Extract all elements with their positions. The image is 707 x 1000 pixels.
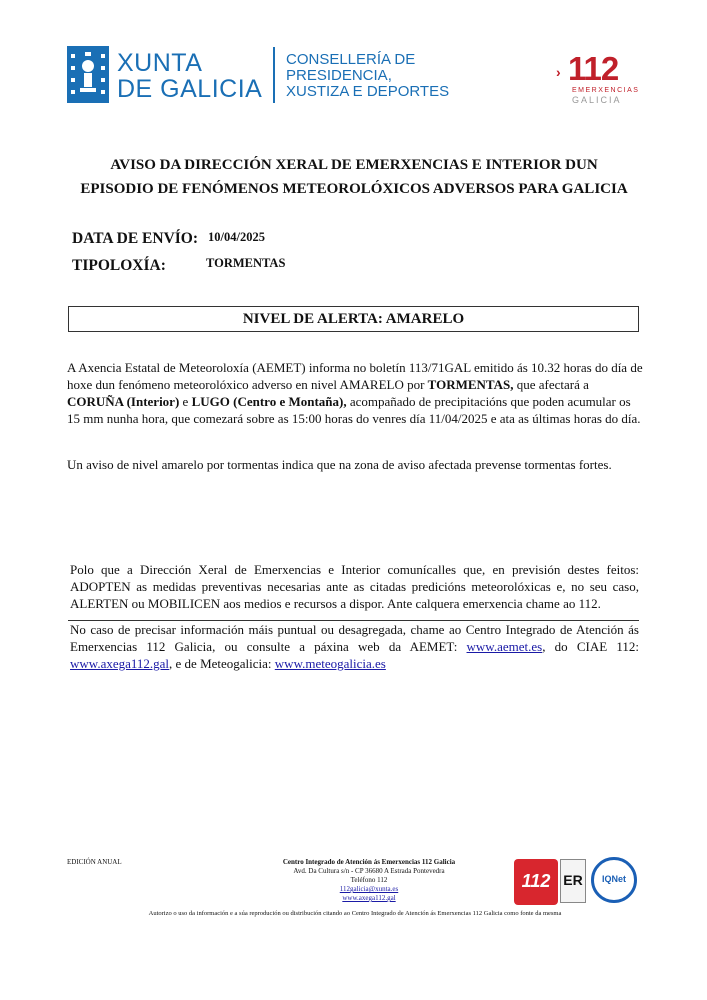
- edition-label: EDICIÓN ANUAL: [67, 858, 122, 866]
- p1-text-a: A Axencia Estatal de Meteoroloxía (AEMET) informa no boletín 113/71GAL emitido ás 10.32 horas do día de hoxe dun fenómeno meteorolóxico adverso en nivel AMARELO por: [67, 360, 643, 392]
- er-certification-badge: [560, 859, 586, 903]
- usage-note: Autorizo o uso da información e a súa reprodución ou distribución citando ao Centro Integrado de Atención ás Emerxencias 112 Galicia como fonte da mesma: [148, 910, 562, 917]
- header-divider: [273, 47, 275, 103]
- footer-center-name: Centro Integrado de Atención ás Emerxencias 112 Galicia: [282, 858, 456, 866]
- chevron-right-icon: ›: [556, 64, 561, 80]
- p1-bold-coruna: CORUÑA (Interior): [67, 394, 180, 409]
- p4-text-c: , e de Meteogalicia:: [169, 656, 275, 671]
- footer-web-link[interactable]: www.axega112.gal: [342, 894, 396, 902]
- date-value: 10/04/2025: [208, 230, 265, 244]
- type-label: TIPOLOXÍA:: [72, 257, 166, 274]
- conselleria-line2: PRESIDENCIA,: [286, 67, 392, 84]
- axega112-link[interactable]: www.axega112.gal: [70, 656, 170, 671]
- xunta-wordmark: [117, 50, 262, 102]
- iqnet-text: IQNet: [601, 874, 626, 884]
- p1-text-g: acompañado de precipitacións que poden acumular os 15 mm nunha hora, que comezará sobre as 15:00 horas do venres día 11/04/2025 e ata as últimas horas do día.: [67, 394, 641, 426]
- type-value: TORMENTAS: [206, 256, 286, 270]
- paragraph-contact: [70, 621, 639, 672]
- p1-bold-lugo: LUGO (Centro e Montaña),: [191, 394, 347, 409]
- logo112-sub1: EMERXENCIAS: [572, 87, 640, 94]
- paragraph-instructions: Polo que a Dirección Xeral de Emerxencias e Interior comunícalles que, en previsión destes feitos: ADOPTEN as medidas preventivas necesarias ante as citadas predicións meteorolóxicas e, no seu caso, ALERTEN ou MOBILICEN aos medios e recursos a dispor. Ante calquera emerxencia chame ao 112.: [70, 562, 639, 611]
- p4-text-a: No caso de precisar información máis puntual ou desagregada, chame ao Centro Integrado de Atención ás Emerxencias 112 Galicia, ou consulte a páxina web da AEMET:: [70, 622, 639, 654]
- logo112-number: 112: [568, 50, 619, 87]
- quality-112-badge: [514, 859, 558, 905]
- aemet-link[interactable]: www.aemet.es: [466, 639, 543, 654]
- title-line2: EPISODIO DE FENÓMENOS METEOROLÓXICOS ADVERSOS PARA GALICIA: [80, 181, 628, 197]
- xunta-crest-icon: [67, 46, 109, 103]
- emerxencias-112-logo: [556, 50, 640, 110]
- iqnet-certification-badge: [591, 857, 637, 903]
- p1-text-e: e: [179, 394, 192, 409]
- xunta-line1: XUNTA: [117, 49, 203, 77]
- paragraph-alert-meaning: Un aviso de nivel amarelo por tormentas indica que na zona de aviso afectada prevense tormentas fortes.: [67, 457, 612, 472]
- footer-email-link[interactable]: 112galicia@xunta.es: [339, 885, 399, 893]
- xunta-line2: DE GALICIA: [117, 75, 263, 103]
- meteogalicia-link[interactable]: www.meteogalicia.es: [274, 656, 386, 671]
- conselleria-line3: XUSTIZA E DEPORTES: [286, 83, 450, 100]
- paragraph-aemet: [67, 359, 643, 427]
- document-title: [60, 153, 648, 201]
- footer-address: Avd. Da Cultura s/n - CP 36680 A Estrada Pontevedra: [293, 867, 445, 875]
- footer-phone: Teléfono 112: [350, 876, 388, 884]
- p1-text-c: que afectará a: [513, 377, 589, 392]
- xunta-shield-logo: [67, 46, 109, 103]
- alert-level-box: NIVEL DE ALERTA: AMARELO: [68, 306, 639, 332]
- conselleria-wordmark: [286, 52, 449, 100]
- footer-contact: [228, 858, 510, 903]
- p1-bold-storms: TORMENTAS,: [427, 377, 514, 392]
- p4-text-b: , do CIAE 112:: [542, 639, 639, 654]
- date-label: DATA DE ENVÍO:: [72, 230, 199, 247]
- title-line1: AVISO DA DIRECCIÓN XERAL DE EMERXENCIAS E INTERIOR DUN: [110, 157, 598, 173]
- er-text: ER: [563, 872, 583, 888]
- conselleria-line1: CONSELLERÍA DE: [286, 51, 416, 68]
- logo112-sub2: GALICIA: [572, 95, 622, 105]
- badge-112-number: 112: [521, 871, 551, 891]
